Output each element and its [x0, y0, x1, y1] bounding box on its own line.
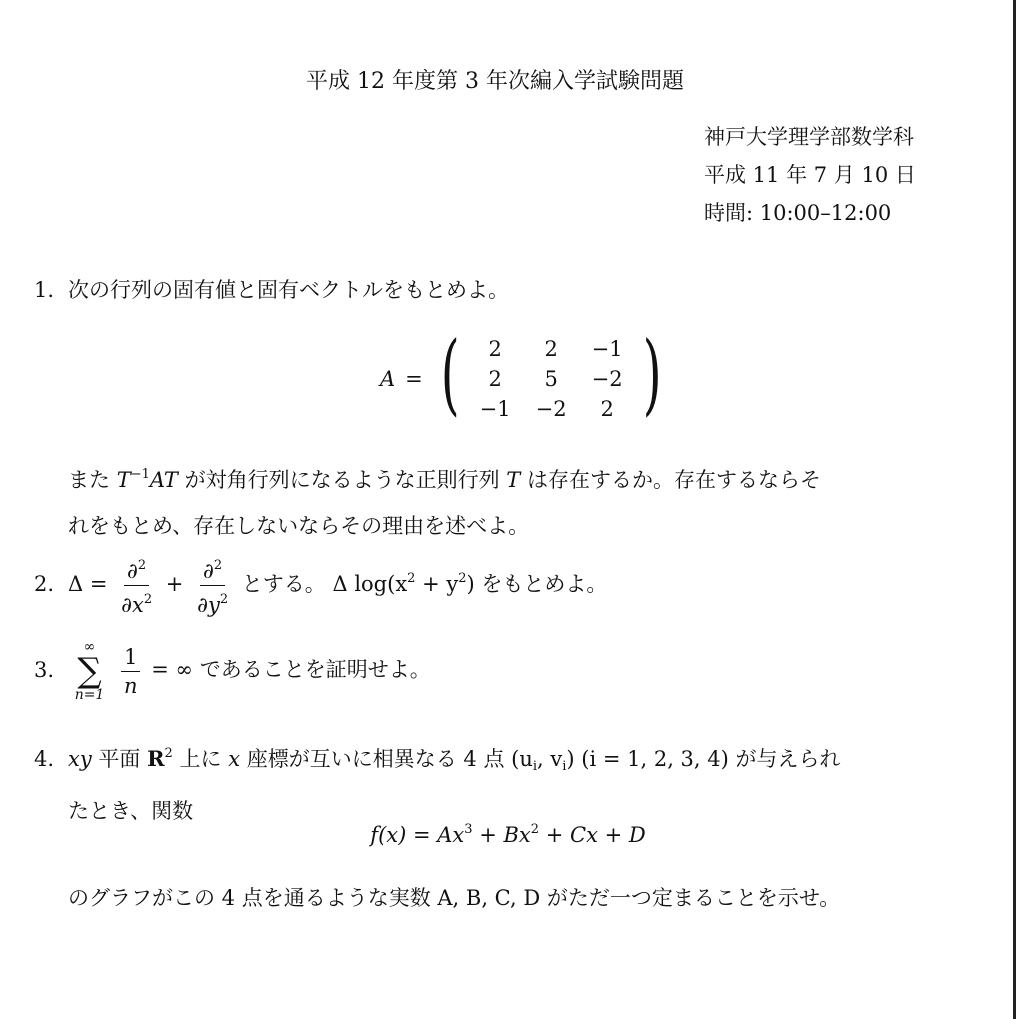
eq-part: + Cx + D [539, 823, 646, 847]
matrix-cell: 2 [600, 397, 614, 421]
math-T: T [116, 468, 131, 492]
eq-part: + Bx [472, 823, 531, 847]
exponent: 2 [213, 558, 223, 573]
exponent: 2 [407, 571, 416, 586]
department-name: 神戸大学理学部数学科 [704, 125, 914, 149]
left-paren: ( [440, 322, 460, 425]
math-x: x [228, 747, 241, 771]
sum-lower-limit: n=1 [74, 687, 105, 703]
log-expression [332, 572, 474, 596]
problem-4-text: 座標が互いに相異なる 4 点 (u [246, 747, 533, 771]
frac-den: ∂y [197, 593, 220, 617]
exam-date: 平成 11 年 7 月 10 日 [704, 163, 916, 187]
problem-2-text: とする。 [241, 572, 326, 596]
matrix-cell: −2 [535, 397, 567, 421]
math-AT: AT [149, 468, 178, 492]
subscript: i [532, 759, 538, 774]
frac-den: ∂x [121, 593, 144, 617]
followup-text: また [68, 468, 110, 492]
problem-2-number: 2. [34, 572, 55, 596]
math-T: T [506, 468, 521, 492]
exponent: 2 [164, 746, 173, 761]
subscript: i [562, 759, 567, 774]
cubic-equation [0, 822, 1016, 847]
matrix-row [467, 394, 635, 424]
matrix-A [380, 322, 669, 425]
matrix-cell: −1 [591, 337, 623, 361]
problem-4-text: ) (i = 1, 2, 3, 4) が与えられ [566, 747, 841, 771]
plus-sign: + [165, 572, 184, 596]
expr-part: + y [415, 572, 459, 596]
problem-1-followup [34, 452, 821, 549]
frac-den: n [124, 673, 138, 698]
problem-1-text: 次の行列の固有値と固有ベクトルをもとめよ。 [68, 278, 509, 302]
fraction-d2-dx2 [118, 552, 155, 619]
matrix-cell: 2 [488, 367, 502, 391]
right-paren: ) [642, 322, 662, 425]
problem-1-statement [34, 274, 509, 304]
matrix-cell: −2 [591, 367, 623, 391]
expr-part: Δ log(x [332, 572, 408, 596]
problem-2-text: をもとめよ。 [481, 572, 608, 596]
frac-num: ∂ [203, 559, 214, 583]
expr-part: ) [466, 572, 475, 596]
problem-4-text: , v [537, 747, 563, 771]
followup-text: が対角行列になるような正則行列 [184, 468, 500, 492]
exponent: −1 [130, 467, 150, 482]
matrix-entries [467, 334, 635, 424]
exponent: 3 [464, 822, 473, 837]
followup-text: は存在するか。存在するならそ [526, 468, 821, 492]
matrix-equals: = [405, 367, 423, 391]
problem-1-number: 1. [34, 278, 55, 302]
math-R: R [147, 746, 165, 771]
exam-header-info [704, 118, 916, 232]
problem-3-text: であることを証明せよ。 [199, 657, 431, 682]
delta-def: Δ = [68, 572, 108, 596]
problem-3-number: 3. [34, 657, 55, 682]
frac-num: ∂ [127, 559, 138, 583]
frac-num: 1 [121, 643, 140, 672]
matrix-cell: 2 [544, 337, 558, 361]
exponent: 2 [458, 571, 467, 586]
equals-infinity: = ∞ [151, 657, 194, 682]
followup-line-2: れをもとめ、存在しないならその理由を述べよ。 [68, 514, 530, 538]
exponent: 2 [143, 592, 153, 607]
summation [75, 640, 105, 702]
sum-symbol: ∑ [77, 651, 102, 691]
problem-4-text: 平面 [98, 747, 141, 771]
problem-4-line-3: のグラフがこの 4 点を通るような実数 A, B, C, D がただ一つ定まることを示せ。 [68, 886, 841, 910]
exam-title: 平成 12 年度第 3 年次編入学試験問題 [306, 69, 684, 94]
matrix-cell: −1 [479, 397, 511, 421]
matrix-row [467, 364, 635, 394]
followup-line-1 [68, 452, 821, 503]
problem-3 [34, 640, 431, 702]
problem-4 [34, 732, 841, 833]
fraction-d2-dy2 [194, 552, 231, 619]
matrix-cell: 5 [544, 367, 558, 391]
matrix-row [467, 334, 635, 364]
matrix-label: A [380, 367, 396, 391]
problem-4-text: 上に [179, 747, 222, 771]
exponent: 2 [137, 558, 147, 573]
problem-4-line-2: たとき、関数 [68, 799, 194, 823]
matrix-cell: 2 [488, 337, 502, 361]
fraction-1-over-n [121, 643, 141, 700]
problem-4-line-1 [34, 732, 841, 789]
eq-part: f(x) = Ax [370, 823, 465, 847]
exponent: 2 [219, 592, 229, 607]
math-xy: xy [68, 747, 92, 771]
sum-upper-limit: ∞ [83, 639, 96, 655]
problem-2 [34, 552, 607, 619]
problem-4-number: 4. [34, 747, 55, 771]
exam-time: 時間: 10:00–12:00 [704, 201, 892, 225]
exponent: 2 [530, 822, 540, 837]
